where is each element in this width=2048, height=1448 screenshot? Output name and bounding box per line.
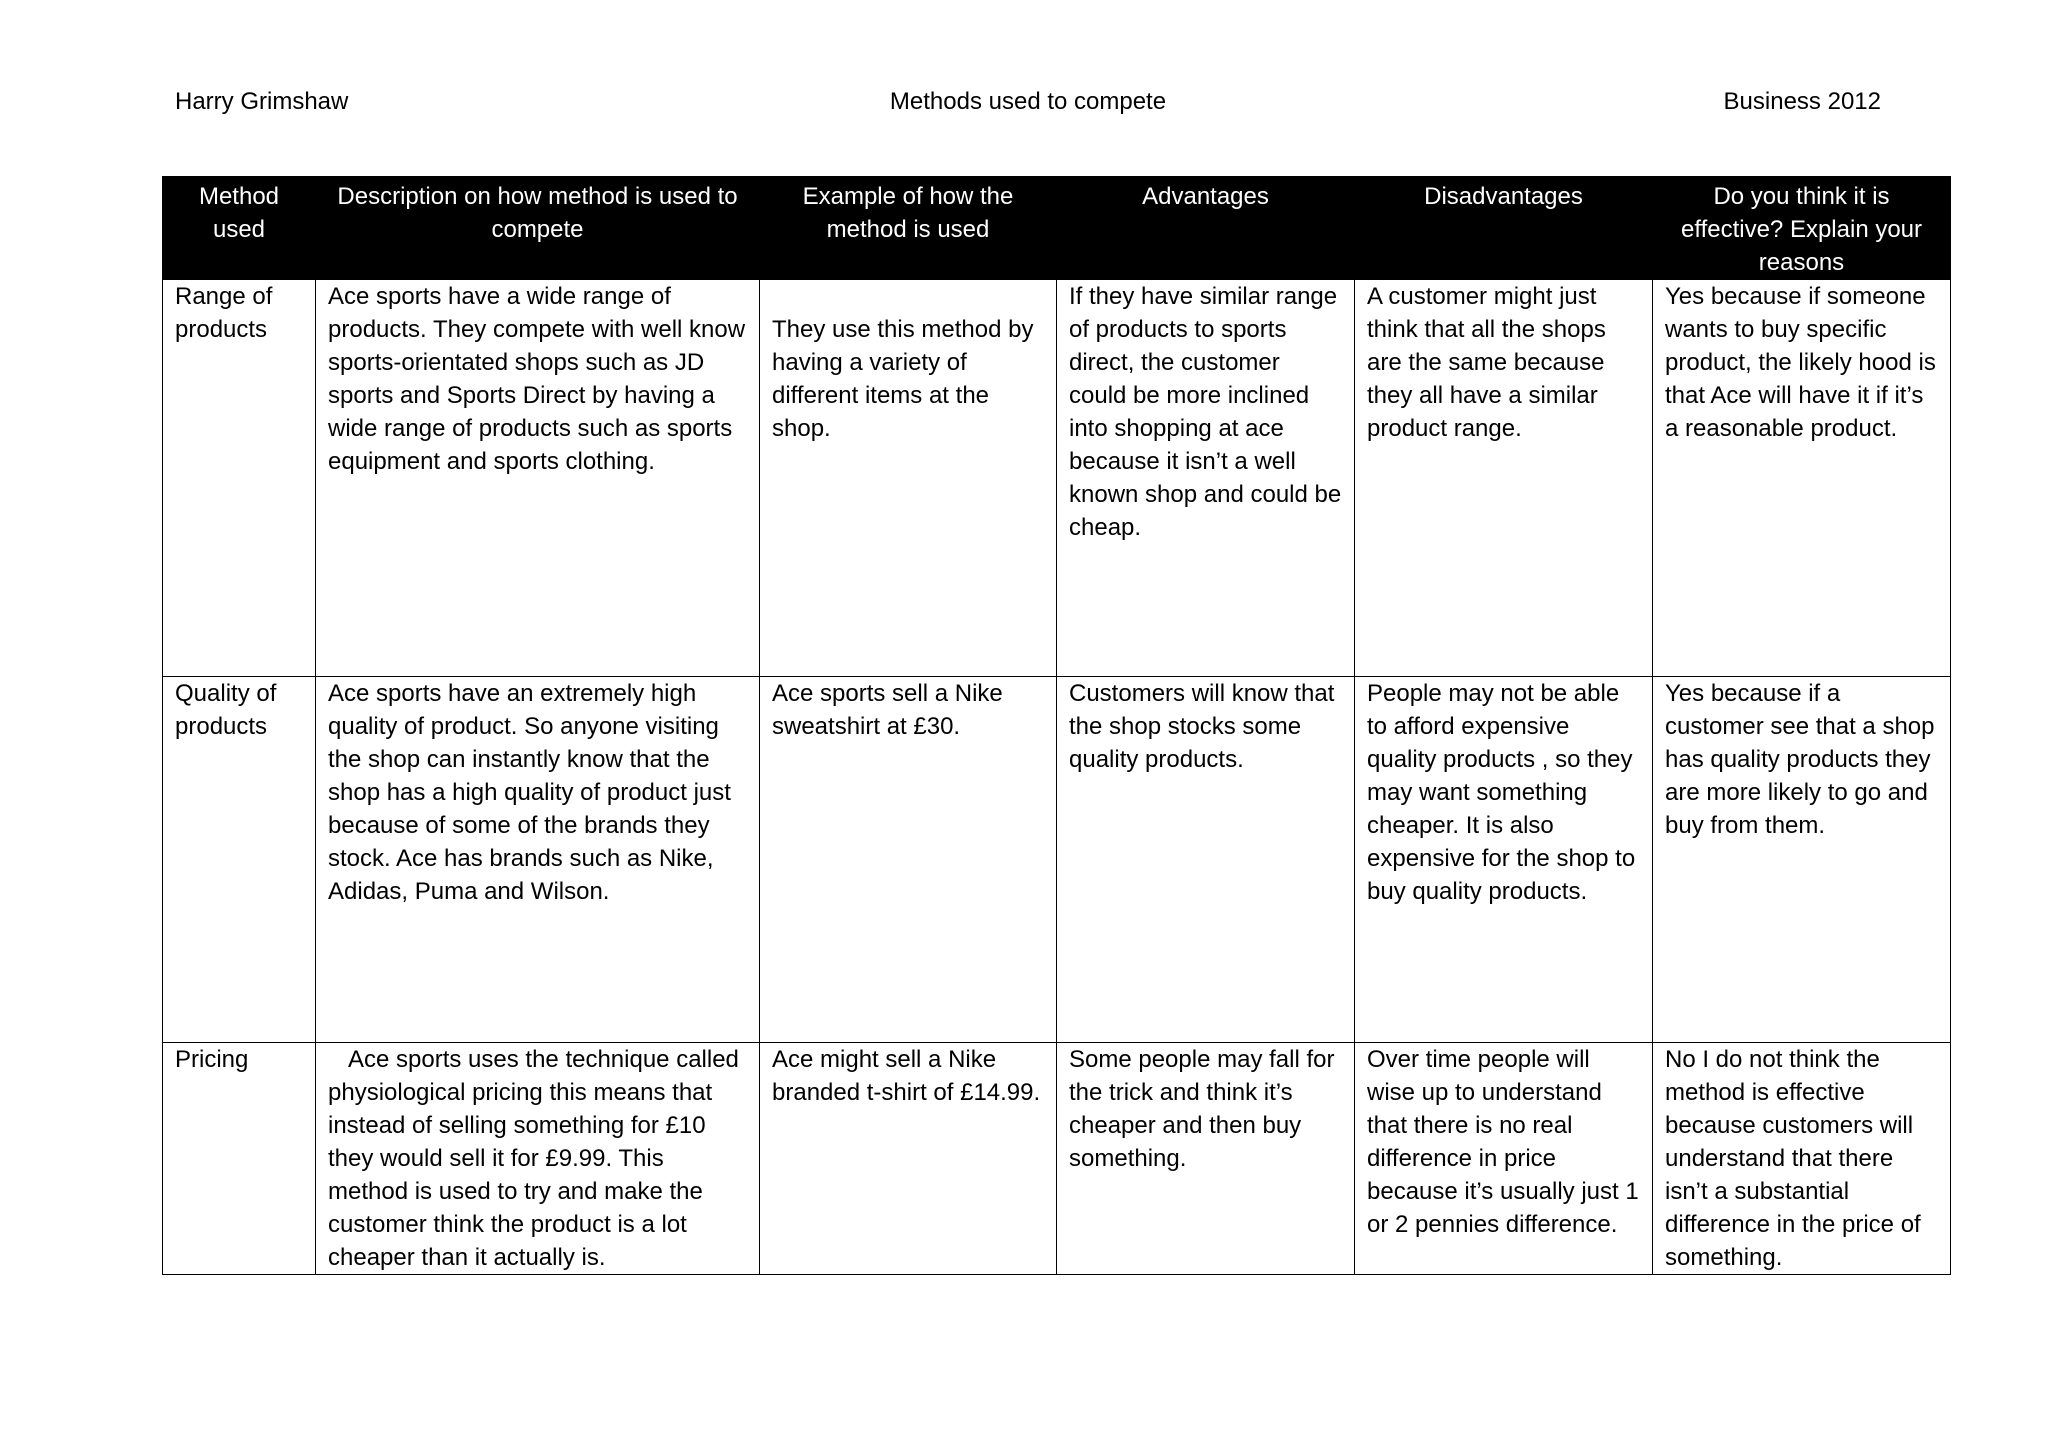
cell-effective: Yes because if someone wants to buy specific product, the likely hood is that Ace will have it if it’s a reasonable product. xyxy=(1653,280,1951,677)
cell-method: Quality of products xyxy=(163,677,316,1043)
cell-example xyxy=(760,280,1057,677)
cell-method: Pricing xyxy=(163,1043,316,1275)
cell-disadvantages: Over time people will wise up to understand that there is no real difference in price because it’s usually just 1 or 2 pennies difference. xyxy=(1355,1043,1653,1275)
table-header-row xyxy=(163,177,1951,280)
author-name: Harry Grimshaw xyxy=(175,88,349,115)
cell-description: Ace sports have an extremely high quality of product. So anyone visiting the shop can instantly know that the shop has a high quality of product just because of some of the brands they stock. Ace has brands such as Nike, Adidas, Puma and Wilson. xyxy=(316,677,760,1043)
cell-disadvantages: A customer might just think that all the shops are the same because they all have a similar product range. xyxy=(1355,280,1653,677)
table-row xyxy=(163,280,1951,677)
table-row xyxy=(163,677,1951,1043)
cell-advantages: If they have similar range of products to sports direct, the customer could be more inclined into shopping at ace because it isn’t a well known shop and could be cheap. xyxy=(1057,280,1355,677)
cell-effective: No I do not think the method is effective because customers will understand that there isn’t a substantial difference in the price of something. xyxy=(1653,1043,1951,1275)
col-header-description: Description on how method is used to compete xyxy=(316,177,760,280)
cell-description: Ace sports have a wide range of products. They compete with well know sports-orientated shops such as JD sports and Sports Direct by having a wide range of products such as sports equipment and sports clothing. xyxy=(316,280,760,677)
col-header-method: Method used xyxy=(163,177,316,280)
col-header-disadvantages: Disadvantages xyxy=(1355,177,1653,280)
cell-description-text: Ace sports uses the technique called physiological pricing this means that instead of selling something for £10 they would sell it for £9.99. This method is used to try and make the customer think the product is a lot cheaper than it actually is. xyxy=(328,1046,739,1271)
methods-table xyxy=(162,176,1951,1275)
col-header-effective: Do you think it is effective? Explain your reasons xyxy=(1653,177,1951,280)
cell-advantages: Customers will know that the shop stocks some quality products. xyxy=(1057,677,1355,1043)
subject-year: Business 2012 xyxy=(1723,88,1881,115)
table-row xyxy=(163,1043,1951,1275)
cell-disadvantages: People may not be able to afford expensive quality products , so they may want something cheaper. It is also expensive for the shop to buy quality products. xyxy=(1355,677,1653,1043)
cell-example-text: They use this method by having a variety of different items at the shop. xyxy=(772,316,1034,442)
col-header-advantages: Advantages xyxy=(1057,177,1355,280)
cell-example: Ace sports sell a Nike sweatshirt at £30. xyxy=(760,677,1057,1043)
page-header xyxy=(175,87,1881,123)
cell-method: Range of products xyxy=(163,280,316,677)
col-header-example: Example of how the method is used xyxy=(760,177,1057,280)
page-title-wrap xyxy=(175,87,1881,117)
cell-description xyxy=(316,1043,760,1275)
cell-advantages: Some people may fall for the trick and think it’s cheaper and then buy something. xyxy=(1057,1043,1355,1275)
cell-example: Ace might sell a Nike branded t-shirt of £14.99. xyxy=(760,1043,1057,1275)
page-title: Methods used to compete xyxy=(889,88,1167,115)
cell-effective: Yes because if a customer see that a shop has quality products they are more likely to go and buy from them. xyxy=(1653,677,1951,1043)
